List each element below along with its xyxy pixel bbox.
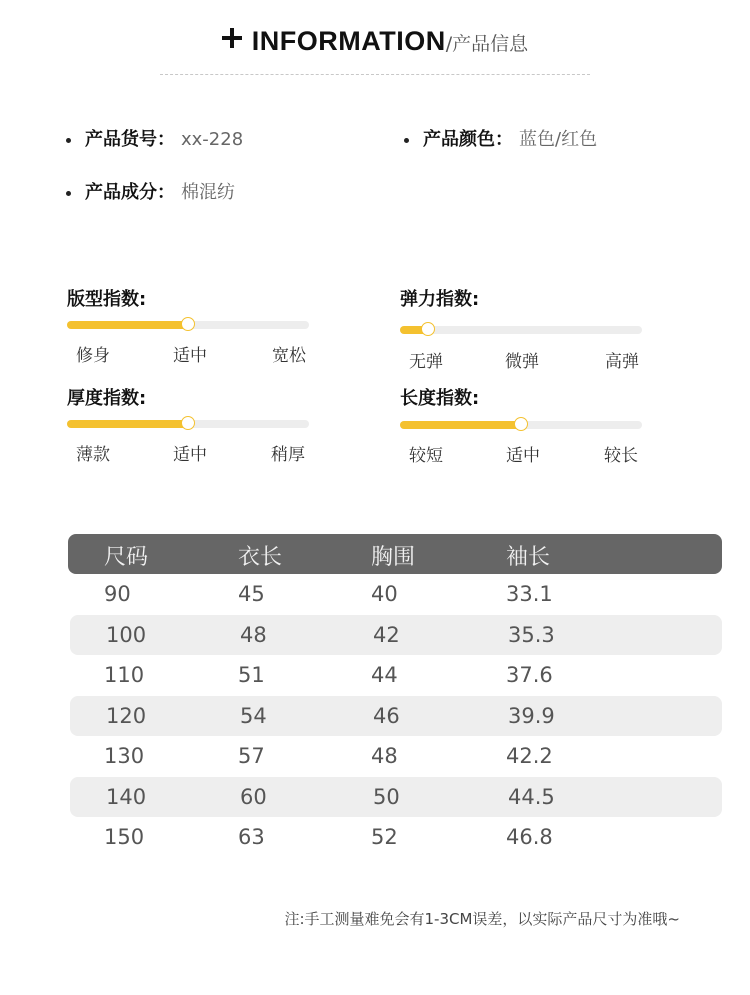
index-track bbox=[400, 326, 642, 334]
table-cell: 33.1 bbox=[506, 582, 553, 606]
scale-label-low: 无弹 bbox=[409, 352, 443, 372]
bullet-icon bbox=[66, 138, 71, 143]
index-track bbox=[400, 421, 642, 429]
fit-index bbox=[67, 285, 309, 375]
table-cell: 57 bbox=[238, 744, 265, 768]
index-title: 弹力指数: bbox=[400, 289, 480, 310]
table-cell: 42 bbox=[373, 622, 400, 647]
table-cell: 110 bbox=[104, 663, 145, 687]
index-knob bbox=[421, 322, 435, 336]
table-row bbox=[68, 574, 722, 615]
table-cell: 37.6 bbox=[506, 663, 553, 687]
index-title: 长度指数: bbox=[400, 388, 480, 409]
length-index bbox=[400, 384, 642, 474]
scale-label-low: 修身 bbox=[76, 346, 110, 366]
index-track bbox=[67, 420, 309, 428]
table-row bbox=[70, 696, 722, 737]
table-body bbox=[68, 574, 722, 858]
table-cell: 40 bbox=[371, 582, 398, 606]
column-header-length: 衣长 bbox=[238, 545, 283, 570]
measurement-note: 注:手工测量难免会有1-3CM误差，以实际产品尺寸为准哦~ bbox=[284, 910, 680, 928]
attr-label: 产品颜色： bbox=[423, 129, 513, 150]
table-cell: 63 bbox=[238, 825, 265, 849]
column-header-size: 尺码 bbox=[104, 545, 149, 570]
table-cell: 35.3 bbox=[508, 622, 555, 647]
attr-item-no bbox=[66, 125, 243, 151]
plus-icon bbox=[222, 28, 242, 48]
attr-label: 产品成分： bbox=[85, 182, 175, 203]
table-cell: 48 bbox=[371, 744, 398, 768]
table-cell: 45 bbox=[238, 582, 265, 606]
scale-label-high: 较长 bbox=[604, 446, 638, 466]
table-cell: 52 bbox=[371, 825, 398, 849]
scale-label-high: 高弹 bbox=[605, 352, 639, 372]
scale-label-mid: 微弹 bbox=[505, 352, 539, 372]
table-row bbox=[68, 817, 722, 858]
table-row bbox=[68, 655, 722, 696]
table-cell: 90 bbox=[104, 582, 131, 606]
scale-label-mid: 适中 bbox=[506, 446, 540, 466]
index-track bbox=[67, 321, 309, 329]
index-knob bbox=[181, 317, 195, 331]
column-header-sleeve: 袖长 bbox=[506, 545, 551, 570]
table-cell: 120 bbox=[106, 703, 147, 728]
bullet-icon bbox=[66, 191, 71, 196]
table-cell: 48 bbox=[240, 622, 267, 647]
table-header bbox=[68, 534, 722, 574]
table-cell: 100 bbox=[106, 622, 147, 647]
index-fill bbox=[67, 420, 188, 428]
table-row bbox=[68, 736, 722, 777]
index-title: 版型指数: bbox=[67, 289, 147, 310]
index-knob bbox=[181, 416, 195, 430]
table-cell: 44.5 bbox=[508, 784, 555, 809]
elasticity-index bbox=[400, 285, 642, 375]
section-header bbox=[0, 26, 750, 57]
table-cell: 46 bbox=[373, 703, 400, 728]
table-cell: 42.2 bbox=[506, 744, 553, 768]
table-row bbox=[70, 777, 722, 818]
index-fill bbox=[400, 421, 521, 429]
dashed-divider bbox=[160, 74, 590, 75]
scale-label-low: 薄款 bbox=[76, 445, 110, 465]
table-cell: 54 bbox=[240, 703, 267, 728]
table-cell: 39.9 bbox=[508, 703, 555, 728]
scale-label-high: 宽松 bbox=[272, 346, 306, 366]
index-title: 厚度指数: bbox=[67, 388, 147, 409]
table-cell: 140 bbox=[106, 784, 147, 809]
bullet-icon bbox=[404, 138, 409, 143]
column-header-chest: 胸围 bbox=[371, 545, 416, 570]
size-table bbox=[68, 534, 722, 858]
scale-label-mid: 适中 bbox=[173, 445, 207, 465]
thickness-index bbox=[67, 384, 309, 474]
table-cell: 130 bbox=[104, 744, 145, 768]
attr-label: 产品货号： bbox=[85, 129, 175, 150]
index-knob bbox=[514, 417, 528, 431]
attr-value: xx-228 bbox=[181, 129, 244, 150]
section-subtitle: /产品信息 bbox=[445, 33, 529, 55]
table-cell: 51 bbox=[238, 663, 265, 687]
attr-value: 蓝色/红色 bbox=[519, 129, 598, 150]
scale-label-low: 较短 bbox=[409, 446, 443, 466]
table-cell: 150 bbox=[104, 825, 145, 849]
table-cell: 50 bbox=[373, 784, 400, 809]
table-cell: 60 bbox=[240, 784, 267, 809]
table-cell: 44 bbox=[371, 663, 398, 687]
section-title: INFORMATION bbox=[251, 26, 446, 56]
attr-material bbox=[66, 178, 235, 204]
index-fill bbox=[67, 321, 188, 329]
table-row bbox=[70, 615, 722, 656]
attr-value: 棉混纺 bbox=[181, 182, 235, 203]
attr-color bbox=[404, 125, 597, 151]
table-cell: 46.8 bbox=[506, 825, 553, 849]
scale-label-mid: 适中 bbox=[173, 346, 207, 366]
scale-label-high: 稍厚 bbox=[271, 445, 305, 465]
